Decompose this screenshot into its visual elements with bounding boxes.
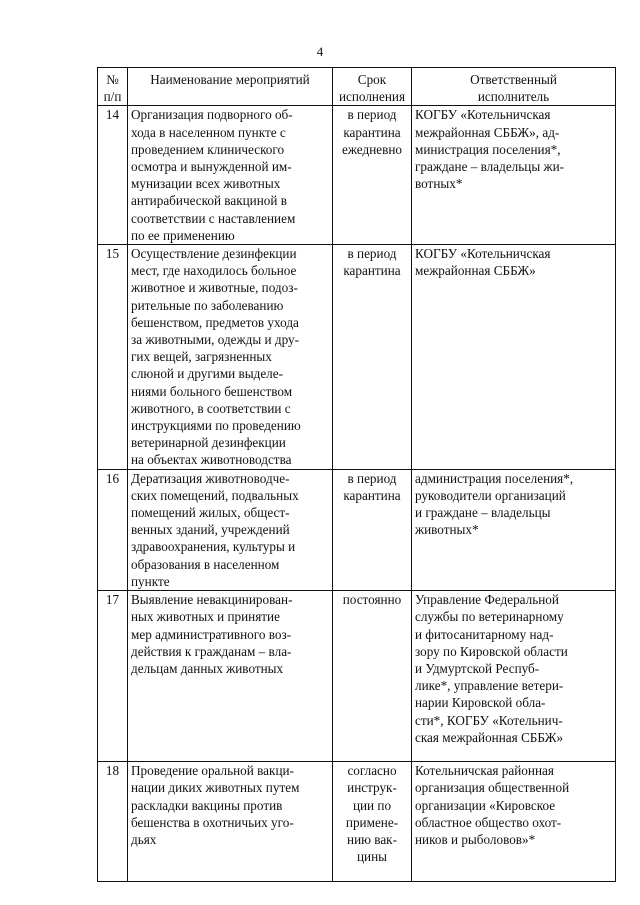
responsible-executor-line: Котельничская районная	[415, 763, 554, 779]
measure-name-line: мер административного воз-	[131, 626, 292, 642]
responsible-executor-line: и фитосанитарному над-	[415, 626, 554, 642]
measure-name-line: ных животных и принятие	[131, 609, 280, 625]
measure-name-line: венных зданий, учреждений	[131, 522, 290, 538]
execution-term-line: ежедневно	[342, 141, 402, 157]
execution-term-line: в период	[347, 107, 397, 123]
measure-name-line: действия к гражданам – вла-	[131, 643, 292, 659]
measure-name-line: ветеринарной дезинфекции	[131, 435, 286, 451]
measure-name-line: ских помещений, подвальных	[131, 487, 299, 503]
row-number: 16	[98, 469, 128, 590]
responsible-executor-line: животных*	[415, 522, 479, 538]
measure-name-line: слюной и другими выделе-	[131, 366, 284, 382]
execution-term	[333, 106, 412, 245]
measure-name-line: ниями больного бешенством	[131, 383, 293, 399]
measure-name-line: по ее применению	[131, 227, 235, 243]
measure-name-line: дьях	[131, 831, 157, 847]
measure-name-line: образования в населенном	[131, 556, 280, 572]
execution-term	[333, 762, 412, 882]
measure-name-line: бешенством, предметов ухода	[131, 314, 299, 330]
execution-term-line: в период	[347, 246, 397, 262]
responsible-executor-line: сти*, КОГБУ «Котельнич-	[415, 712, 563, 728]
responsible-executor-line: КОГБУ «Котельничская	[415, 107, 551, 123]
measure-name-line: Организация подворного об-	[131, 107, 293, 123]
table-header-row	[98, 68, 616, 106]
header-term: Срок исполнения	[333, 68, 412, 106]
execution-term-line: карантина	[343, 487, 401, 503]
measure-name	[128, 762, 333, 882]
execution-term	[333, 245, 412, 470]
execution-term-line: ции по	[352, 797, 392, 813]
responsible-executor-line: организации «Кировское	[415, 797, 556, 813]
execution-term-line: инструк-	[347, 780, 397, 796]
responsible-executor-line: граждане – владельцы жи-	[415, 159, 565, 175]
measure-name-line: хода в населенном пункте с	[131, 124, 286, 140]
execution-term-line: согласно	[347, 763, 397, 779]
measure-name-line: раскладки вакцины против	[131, 797, 283, 813]
measure-name-line: помещений жилых, общест-	[131, 505, 290, 521]
responsible-executor	[412, 762, 616, 882]
measure-name	[128, 106, 333, 245]
responsible-executor-line: межрайонная СББЖ»	[415, 263, 536, 279]
measure-name-line: гих вещей, загрязненных	[131, 349, 272, 365]
table-row	[98, 469, 616, 590]
measure-name-line: Дератизация животноводче-	[131, 470, 290, 486]
page-number: 4	[316, 44, 324, 59]
responsible-executor-line: лике*, управление ветери-	[415, 678, 564, 694]
responsible-executor	[412, 106, 616, 245]
responsible-executor-line: администрация поселения*,	[415, 470, 574, 486]
header-name: Наименование мероприятий	[128, 68, 333, 106]
measure-name-line: дельцам данных животных	[131, 660, 284, 676]
responsible-executor-line: КОГБУ «Котельничская	[415, 246, 551, 262]
measure-name-line: антирабической вакциной в	[131, 193, 287, 209]
measure-name	[128, 591, 333, 762]
measure-name-line: соответствии с наставлением	[131, 210, 296, 226]
responsible-executor-line: и граждане – владельцы	[415, 505, 551, 521]
responsible-executor-line: ников и рыболовов»*	[415, 831, 536, 847]
responsible-executor	[412, 245, 616, 470]
responsible-executor-line: зору по Кировской области	[415, 643, 568, 659]
responsible-executor-line: министрация поселения*,	[415, 141, 561, 157]
measure-name-line: проведением клинического	[131, 141, 285, 157]
measure-name-line: за животными, одежды и дру-	[131, 332, 299, 348]
responsible-executor-line: областное общество охот-	[415, 814, 562, 830]
execution-term-line: примене-	[345, 814, 399, 830]
execution-term-line: в период	[347, 470, 397, 486]
responsible-executor	[412, 469, 616, 590]
responsible-executor-line: вотных*	[415, 176, 463, 192]
measure-name-line: мунизации всех животных	[131, 176, 281, 192]
measure-name-line: животное и животные, подоз-	[131, 280, 298, 296]
execution-term	[333, 469, 412, 590]
execution-term-line: цины	[356, 849, 388, 865]
table-row	[98, 245, 616, 470]
execution-term-line: нию вак-	[347, 831, 397, 847]
measure-name	[128, 245, 333, 470]
execution-term	[333, 591, 412, 762]
measure-name-line: бешенства в охотничьих уго-	[131, 814, 294, 830]
measure-name-line: осмотра и вынужденной им-	[131, 159, 292, 175]
table-row	[98, 591, 616, 762]
responsible-executor-line: межрайонная СББЖ», ад-	[415, 124, 560, 140]
measure-name-line: Проведение оральной вакци-	[131, 763, 294, 779]
measure-name-line: Выявление невакцинирован-	[131, 592, 293, 608]
responsible-executor-line: нарии Кировской обла-	[415, 695, 546, 711]
row-number: 15	[98, 245, 128, 470]
responsible-executor-line: Управление Федеральной	[415, 592, 559, 608]
measure-name-line: инструкциями по проведению	[131, 418, 301, 434]
responsible-executor	[412, 591, 616, 762]
responsible-executor-line: организация общественной	[415, 780, 570, 796]
measure-name-line: Осуществление дезинфекции	[131, 246, 297, 262]
measure-name-line: рительные по заболеванию	[131, 297, 284, 313]
measure-name-line: здравоохранения, культуры и	[131, 539, 296, 555]
measure-name-line: пункте	[131, 573, 170, 589]
measures-table	[97, 67, 616, 882]
execution-term-line: постоянно	[342, 592, 402, 608]
measure-name-line: на объектах животноводства	[131, 452, 292, 468]
measure-name-line: нации диких животных путем	[131, 780, 300, 796]
measure-name-line: животного, в соответствии с	[131, 400, 291, 416]
row-number: 14	[98, 106, 128, 245]
header-responsible: Ответственный исполнитель	[412, 68, 616, 106]
measure-name	[128, 469, 333, 590]
table-row	[98, 106, 616, 245]
responsible-executor-line: службы по ветеринарному	[415, 609, 564, 625]
row-number: 18	[98, 762, 128, 882]
row-number: 17	[98, 591, 128, 762]
header-num: № п/п	[98, 68, 128, 106]
execution-term-line: карантина	[343, 263, 401, 279]
table-row	[98, 762, 616, 882]
measure-name-line: мест, где находилось больное	[131, 263, 297, 279]
responsible-executor-line: ская межрайонная СББЖ»	[415, 729, 564, 745]
responsible-executor-line: и Удмуртской Респуб-	[415, 660, 540, 676]
responsible-executor-line: руководители организаций	[415, 487, 566, 503]
execution-term-line: карантина	[343, 124, 401, 140]
